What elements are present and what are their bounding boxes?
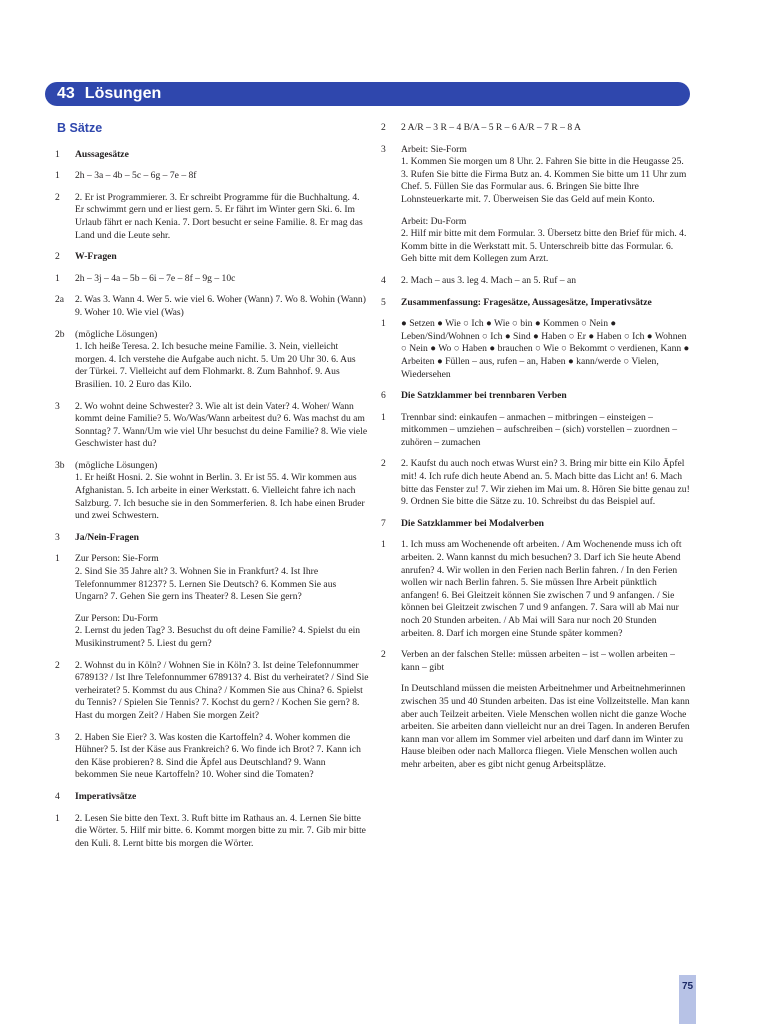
exercise-number: 2 [381,649,386,661]
heading-text: Zusammenfassung: Fragesätze, Aussagesätze, Imperativsätze [401,296,652,308]
right-column [381,122,691,781]
answer-text: 2h – 3j – 4a – 5b – 6i – 7e – 8f – 9g – 10c [75,272,236,284]
answer-text: (mögliche Lösungen) [75,459,158,471]
answer-text: 2. Haben Sie Eier? 3. Was kosten die Kartoffeln? 4. Woher kommen die Hühner? 5. Ist der Käse aus Frankreich? 6. Wo finde ich Brot? 7. Kann ich den Käse probieren? 8. Sind die Äpfel aus Deutschland? 9. Wann bekommen Sie neue Kartoffeln? 10. Woher sind die Tomaten? [75,731,361,781]
exercise-number: 2a [55,294,65,306]
exercise-number: 2 [381,122,386,133]
exercise-number: 3 [55,731,60,743]
answer-text: In Deutschland müssen die meisten Arbeitnehmer und Arbeitnehmerinnen zwischen 35 und 40 Stunden arbeiten. Das ist eine Vollzeitstelle. Man kann aber auch Teilzeit arbeiten. Viele Menschen wollen nicht die ganze Woche arbeiten. Sie arbeiten dann vielleicht nur an drei Tagen. In anderen Berufen kann man vor allem im Sommer viel arbeiten und darf dann im Winter zu Hause bleiben oder nach Mallorca fliegen. Viele Menschen wollen auch mehr arbeiten, aber es gibt nicht genug Arbeitsplätze. [401,683,690,770]
exercise-content [401,539,691,640]
exercise-heading [55,791,370,804]
exercise-number: 5 [381,296,386,308]
answer-text: 1. Ich muss am Wochenende oft arbeiten. / Am Wochenende muss ich oft arbeiten. 2. Wann kannst du mich besuchen? 3. Darf ich Sie heute Abend anrufen? 4. Wir wollen in den Ferien nach Berlin fahren. / In den Ferien wollen wir nach Berlin fahren. 5. Sie müssen Ihre Arbeit pünktlich anfangen! 6. Bei Gleitzeit können Sie zwischen 7 und 9 anfangen. / Sie können bei Gleitzeit zwischen 7 und 9 anfangen. 7. Sara will ab Mai nur noch 20 Stunden arbeiten. / Ab Mai will Sara nur noch 20 Stunden arbeiten. 8. Darf ich morgen eine Stunde später kommen? [401,539,682,639]
exercise-number: 6 [381,390,386,402]
exercise-number: 3 [381,143,386,155]
exercise-number: 1 [55,553,60,565]
exercise-content [75,660,370,723]
answer-text: 2. Hilf mir bitte mit dem Formular. 3. Übersetz bitte den Brief für mich. 4. Komm bitte in die Werkstatt mit. 5. Unterschreib bitte das Formular. 6. Geh bitte mit dem Kollegen zum Arzt. [401,228,687,265]
exercise-content [401,275,691,288]
exercise-content [75,251,370,264]
answer-text: Arbeit: Sie-Form [401,143,467,155]
answer-text: 2. Lernst du jeden Tag? 3. Besuchst du oft deine Familie? 4. Spielst du ein Musikinstrument? 5. Liest du gern? [75,625,361,649]
exercise-content [401,518,691,531]
exercise-content [401,122,691,135]
answer-text: Verben an der falschen Stelle: müssen arbeiten – ist – wollen arbeiten – kann – gibt [401,649,675,673]
exercise-item [55,192,370,242]
exercise-item [55,732,370,782]
exercise-content [401,144,691,266]
exercise-content [75,273,370,286]
answer-text: 1. Er heißt Hosni. 2. Sie wohnt in Berlin. 3. Er ist 55. 4. Wir kommen aus Afghanistan. 5. Ich arbeite in einer Werkstatt. 6. Vielleicht fahre ich nach Salzburg. 7. Ich besuche sie in den Sommerferien. 8. Ich habe einen Bruder und zwei Schwestern. [75,472,365,522]
exercise-content [75,192,370,242]
answer-text: 1. Ich heiße Teresa. 2. Ich besuche meine Familie. 3. Nein, vielleicht morgen. 4. Ich verstehe die Aufgabe auch nicht. 5. Um 20 Uhr 30. 6. Aus der Türkei. 7. Vielleicht auf dem Flohmarkt. 8. Zum Bahnhof. 9. Aus Brasilien. 10. 2 Euro das Kilo. [75,341,356,390]
exercise-item [55,329,370,392]
exercise-number: 1 [55,812,60,824]
exercise-item [55,660,370,723]
page-number: 75 [679,975,696,1024]
answer-text: Zur Person: Sie-Form [75,553,159,565]
chapter-header [45,82,690,106]
exercise-number: 1 [381,539,386,551]
exercise-number: 2b [55,328,65,340]
answer-text: 2. Sind Sie 35 Jahre alt? 3. Wohnen Sie in Frankfurt? 4. Ist Ihre Telefonnummer 81237? 5. Lernen Sie Deutsch? 6. Kommen Sie aus Ungarn? 7. Gehen Sie gern ins Theater? 8. Lesen Sie gern? [75,566,337,603]
exercise-number: 3b [55,459,65,471]
answer-text: ● Setzen ● Wie ○ Ich ● Wie ○ bin ● Kommen ○ Nein ● Leben/Sind/Wohnen ○ Ich ● Sind ● Haben ○ Er ● Haben ○ Ich ● Wohnen ○ Nein ● Wo ○ Haben ● brauchen ○ Wie ○ Bekommt ○ verdienen, Kann ● Arbeiten ● Füllen – aus, rufen – an, Haben ● kann/werde ○ Vielen, Wiedersehen [401,318,690,380]
exercise-number: 1 [55,148,60,160]
exercise-content [75,170,370,183]
chapter-title: Lösungen [84,85,162,102]
exercise-content [75,149,370,162]
exercise-item [381,539,691,640]
answer-text: 2. Was 3. Wann 4. Wer 5. wie viel 6. Woher (Wann) 7. Wo 8. Wohin (Wann) 9. Woher 10. Wie viel (Was) [75,294,366,318]
exercise-content [401,297,691,310]
answer-text: Trennbar sind: einkaufen – anmachen – mitbringen – einsteigen – mitkommen – umziehen – aufschreiben – (sich) vorstellen – zuordnen – zuhören – zumachen [401,411,678,448]
exercise-item [55,460,370,523]
exercise-item [381,318,691,381]
heading-text: Ja/Nein-Fragen [75,531,139,543]
exercise-heading [381,518,691,531]
exercise-content [75,553,370,650]
exercise-heading [381,390,691,403]
exercise-number: 1 [381,318,386,330]
answer-text: 2. Mach – aus 3. leg 4. Mach – an 5. Ruf – an [401,274,577,286]
answer-text: 2. Kaufst du auch noch etwas Wurst ein? 3. Bring mir bitte ein Kilo Äpfel mit! 4. Ich rufe dich heute Abend an. 5. Mach bitte das Licht an! 6. Mach bitte das Fenster zu! 7. Wir ziehen im Mai um. 8. Hören Sie bitte genau zu! 9. Ordnen Sie bitte die Sätze zu. 10. Schreibst du das Beispiel auf. [401,458,690,508]
exercise-number: 3 [55,400,60,412]
exercise-item [381,412,691,450]
exercise-content [75,791,370,804]
answer-text: Arbeit: Du-Form [401,215,467,227]
exercise-item [55,813,370,851]
exercise-number: 2 [381,458,386,470]
exercise-content [75,329,370,392]
exercise-content [75,401,370,451]
answer-text: 2 A/R – 3 R – 4 B/A – 5 R – 6 A/R – 7 R – 8 A [401,122,581,133]
exercise-number: 2 [55,251,60,263]
exercise-content [75,460,370,523]
answer-text: Zur Person: Du-Form [75,612,159,624]
exercise-heading [55,149,370,162]
answer-text: 2. Lesen Sie bitte den Text. 3. Ruft bitte im Rathaus an. 4. Lernen Sie bitte die Wörter. 5. Hilf mir bitte. 6. Kommt morgen bitte zu mir. 7. Gib mir bitte den Kuli. 8. Lernt bitte bis morgen die Wörter. [75,812,366,849]
exercise-content [75,813,370,851]
answer-text: 1. Kommen Sie morgen um 8 Uhr. 2. Fahren Sie bitte in die Heugasse 25. 3. Rufen Sie bitte die Firma Butz an. 4. Kommen Sie bitte um 11 Uhr zum Chef. 5. Füllen Sie das Formular aus. 6. Bringen Sie bitte Ihre Lohnsteuerkarte mit. 7. Überweisen Sie das Geld auf mein Konto. [401,156,687,205]
answer-text: (mögliche Lösungen) [75,328,158,340]
exercise-heading [381,297,691,310]
exercise-item [55,553,370,650]
exercise-number: 3 [55,531,60,543]
exercise-number: 1 [55,170,60,182]
exercise-content [401,458,691,508]
heading-text: Aussagesätze [75,148,129,160]
exercise-number: 4 [381,274,386,286]
heading-text: W-Fragen [75,251,117,263]
exercise-number: 2 [55,191,60,203]
exercise-item [381,649,691,771]
exercise-content [401,390,691,403]
exercise-item [381,144,691,266]
exercise-number: 2 [55,659,60,671]
answer-text: 2. Wo wohnt deine Schwester? 3. Wie alt ist dein Vater? 4. Woher/ Wann kommt deine Familie? 5. Wo/Was/Wann arbeitest du? 6. Was machst du am Sonntag? 7. Wann/Um wie viel Uhr besuchst du deine Familie? 8. Wie viele Geschwister hast du? [75,400,368,450]
exercise-heading [55,251,370,264]
exercise-content [75,532,370,545]
exercise-content [401,412,691,450]
exercise-item [55,294,370,319]
exercise-content [75,732,370,782]
exercise-item [55,170,370,183]
heading-text: Die Satzklammer bei Modalverben [401,517,544,529]
exercise-content [75,294,370,319]
exercise-heading [55,532,370,545]
left-column [55,122,370,859]
chapter-number: 43 [57,85,75,102]
exercise-number: 7 [381,517,386,529]
exercise-item [381,275,691,288]
section-title: B Sätze [57,121,103,135]
answer-text: 2. Er ist Programmierer. 3. Er schreibt Programme für die Buchhaltung. 4. Er schwimmt gern und er liest gern. 5. Er fährt im Winter gern Ski. 6. Im Urlaub fährt er nach Kenia. 7. Dort besucht er seine Familie. 8. Er mag das Land und die Leute sehr. [75,191,363,241]
exercise-item [381,122,691,135]
answer-text: 2. Wohnst du in Köln? / Wohnen Sie in Köln? 3. Ist deine Telefonnummer 678913? / Ist Ihre Telefonnummer 678913? 4. Bist du verheiratet? / Sind Sie verheiratet? 5. Kommst du aus China? / Kommen Sie aus China? 6. Spielst du Tennis? / Spielen Sie Tennis? 7. Kochst du gern? / Kochen Sie gern? 8. Hast du morgen Zeit? / Haben Sie morgen Zeit? [75,659,369,721]
exercise-content [401,318,691,381]
answer-text: 2h – 3a – 4b – 5c – 6g – 7e – 8f [75,170,197,182]
exercise-item [55,401,370,451]
exercise-number: 4 [55,790,60,802]
exercise-item [55,273,370,286]
exercise-number: 1 [381,411,386,423]
exercise-number: 1 [55,272,60,284]
heading-text: Imperativsätze [75,790,137,802]
heading-text: Die Satzklammer bei trennbaren Verben [401,390,567,402]
exercise-content [401,649,691,771]
exercise-item [381,458,691,508]
